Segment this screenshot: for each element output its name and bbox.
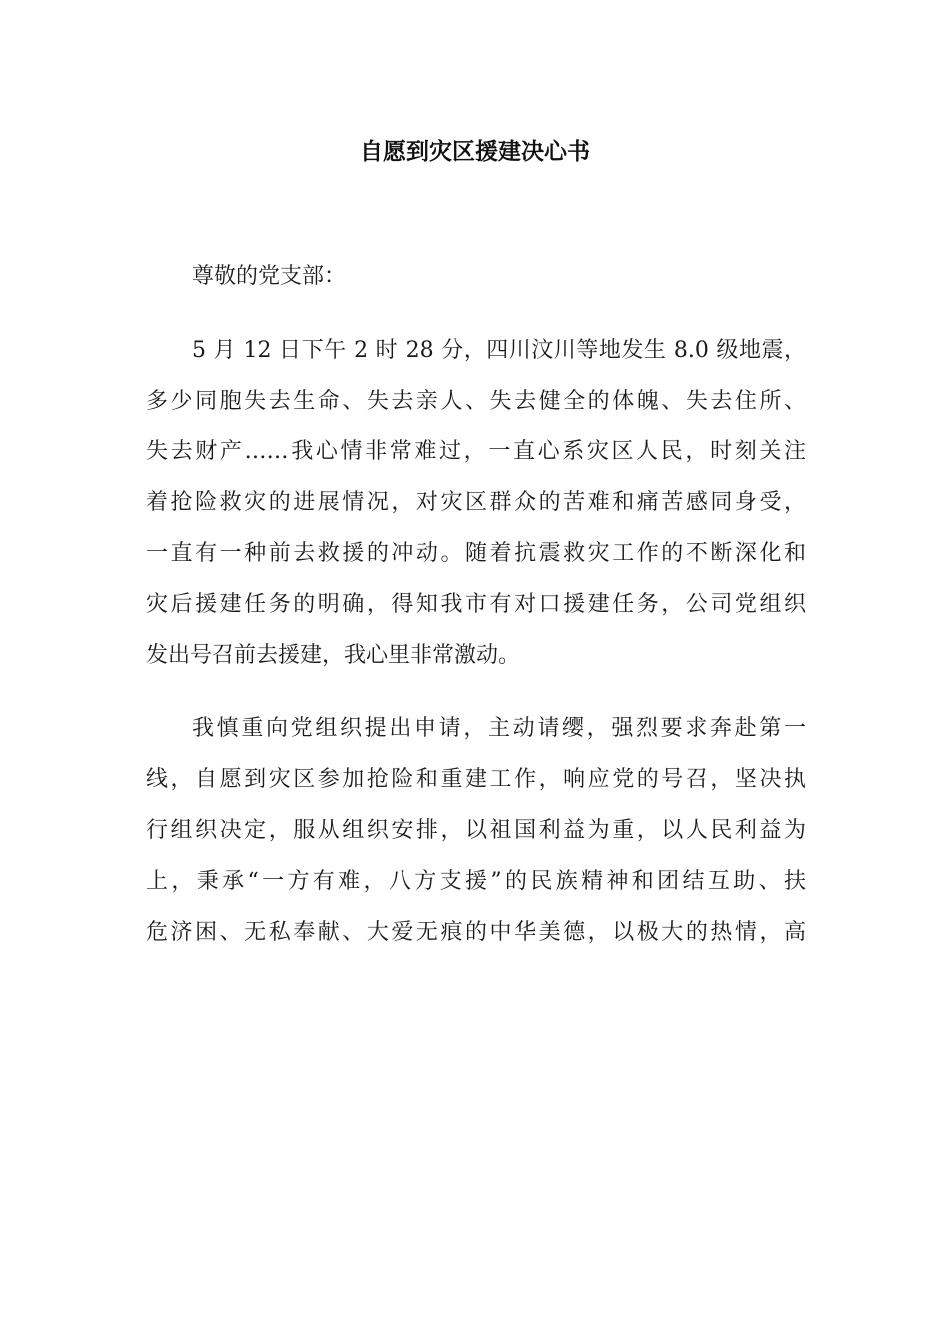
paragraph-1-line-5: 一直有一种前去救援的冲动。随着抗震救灾工作的不断深化和 [146, 540, 806, 566]
document-body [146, 252, 806, 958]
paragraph-1-line-7: 发出号召前去援建，我心里非常激动。 [146, 642, 521, 668]
paragraph-2-line-4: 上，秉承“一方有难，八方支援”的民族精神和团结互助、扶 [146, 868, 806, 894]
paragraph-2-line-3: 行组织决定，服从组织安排，以祖国利益为重，以人民利益为 [146, 817, 806, 843]
paragraph-2-line-1: 我慎重向党组织提出申请，主动请缨，强烈要求奔赴第一 [192, 716, 806, 742]
paragraph-1-line-3: 失去财产……我心情非常难过，一直心系灾区人民，时刻关注 [146, 439, 806, 465]
paragraph-1-line-2: 多少同胞失去生命、失去亲人、失去健全的体魄、失去住所、 [146, 388, 806, 414]
paragraph-2-line-2: 线，自愿到灾区参加抢险和重建工作，响应党的号召，坚决执 [146, 767, 806, 793]
paragraph-1-line-6: 灾后援建任务的明确，得知我市有对口援建任务，公司党组织 [146, 591, 806, 617]
paragraph-1-line-1: 5 月 12 日下午 2 时 28 分，四川汶川等地发生 8.0 级地震， [192, 337, 806, 363]
blank-line [146, 681, 806, 704]
salutation-line: 尊敬的党支部： [192, 264, 347, 289]
paragraph-2-line-5: 危济困、无私奉献、大爱无痕的中华美德，以极大的热情，高 [146, 919, 806, 945]
document-title: 自愿到灾区援建决心书 [360, 139, 590, 165]
blank-line [146, 303, 806, 326]
paragraph-1-line-4: 着抢险救灾的进展情况，对灾区群众的苦难和痛苦感同身受， [146, 490, 806, 516]
